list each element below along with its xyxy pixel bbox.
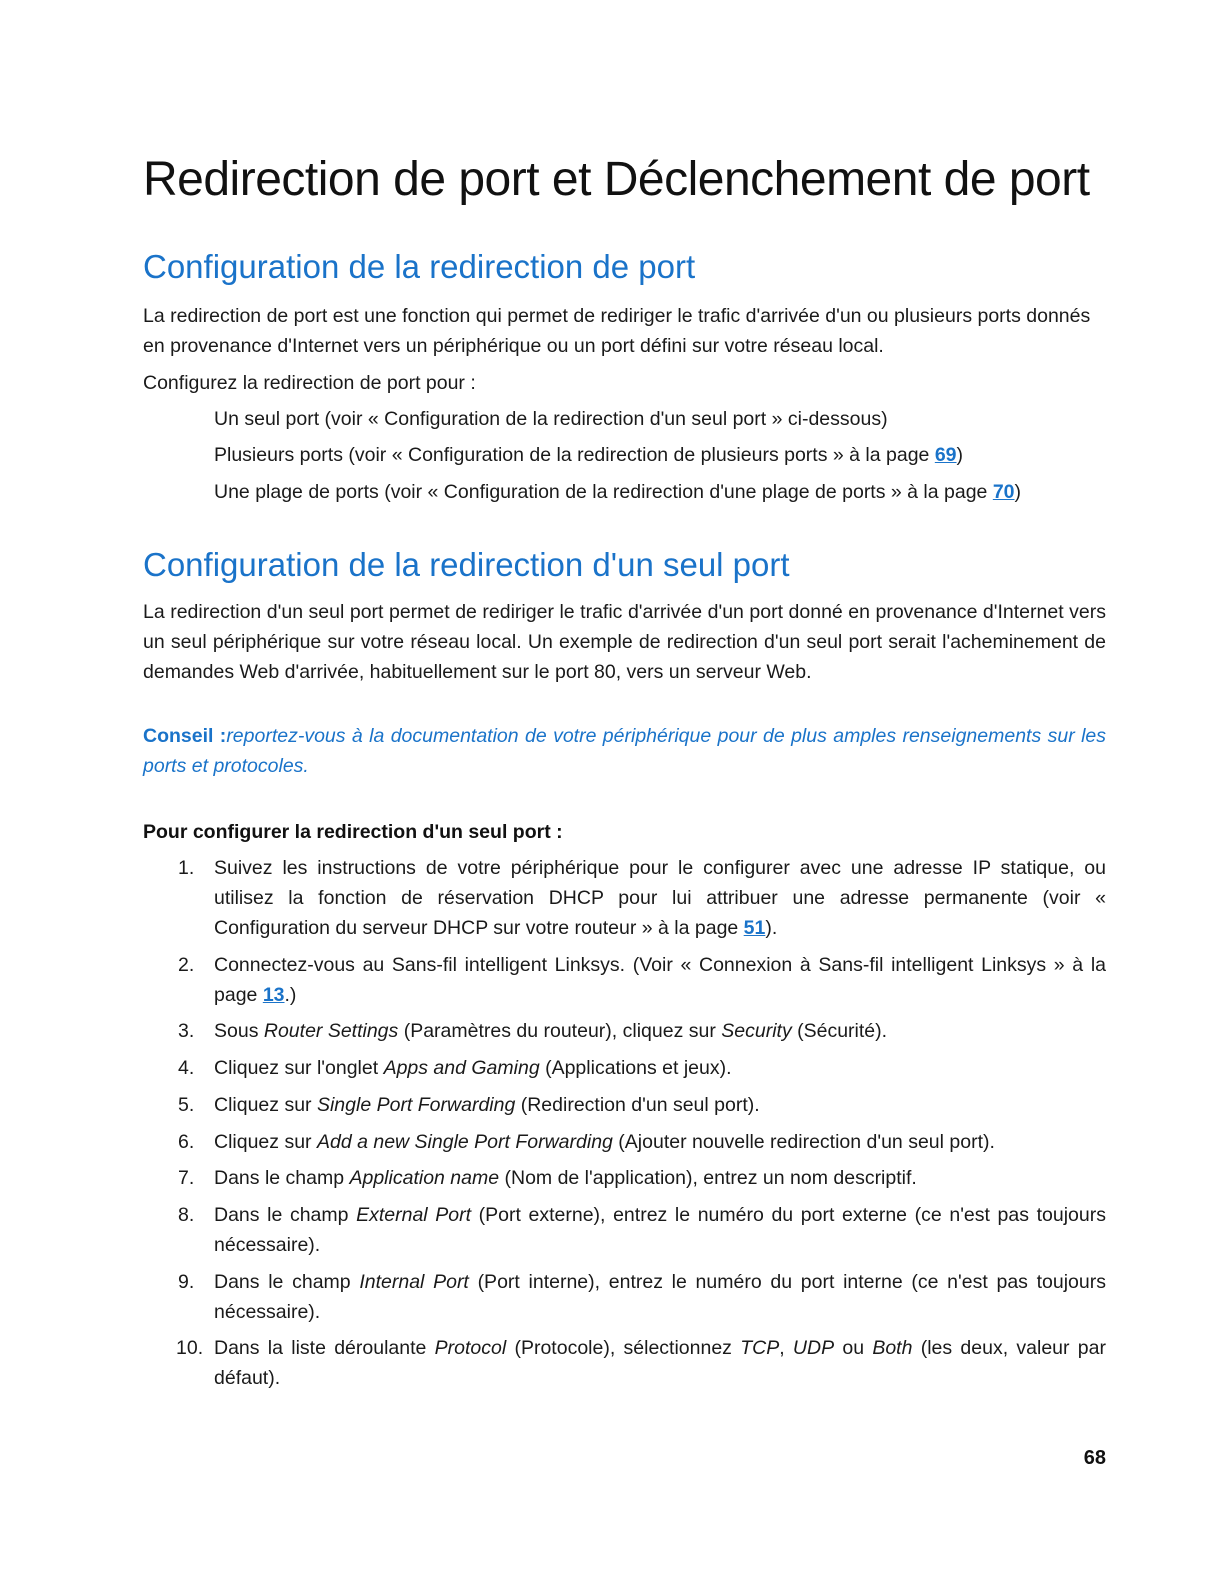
procedure-title: Pour configurer la redirection d'un seul port :	[143, 821, 563, 843]
page-link-51[interactable]: 51	[743, 917, 766, 939]
step-text: Cliquez sur Single Port Forwarding (Redirection d'un seul port).	[214, 1094, 760, 1116]
section-intro-paragraph: La redirection de port est une fonction qui permet de rediriger le trafic d'arrivée d'un ou plusieurs ports donnés en provenance d'Internet vers un périphérique ou un port défini sur votre réseau local.	[143, 305, 1091, 357]
single-port-intro-paragraph: La redirection d'un seul port permet de rediriger le trafic d'arrivée d'un port donné en provenance d'Internet vers un seul périphérique sur votre réseau local. Un exemple de redirection d'un seul port serait l'acheminement de demandes Web d'arrivée, habituellement sur le port 80, vers un serveur Web.	[143, 601, 1106, 683]
bullet-item-multiple-ports	[214, 440, 963, 470]
section-heading-port-forwarding: Configuration de la redirection de port	[143, 248, 696, 285]
tip-note	[143, 721, 1106, 781]
bullet-text: Un seul port (voir « Configuration de la redirection d'un seul port » ci-dessous)	[214, 408, 888, 430]
bullet-text: Une plage de ports (voir « Configuration de la redirection d'une plage de ports » à la page	[214, 481, 993, 503]
step-number: 5.	[178, 1094, 195, 1116]
step-text: Sous Router Settings (Paramètres du routeur), cliquez sur Security (Sécurité).	[214, 1020, 888, 1042]
bullet-suffix: )	[1014, 481, 1022, 503]
step-number: 9.	[178, 1271, 195, 1293]
bullet-suffix: )	[956, 444, 964, 466]
tip-text: reportez-vous à la documentation de votre périphérique pour de plus amples renseignements sur les ports et protocoles.	[143, 725, 1106, 777]
section-heading-single-port: Configuration de la redirection d'un seul port	[143, 546, 790, 583]
step-text: Suivez les instructions de votre périphérique pour le configurer avec une adresse IP statique, ou utilisez la fonction de réservation DHCP pour lui attribuer une adresse permanente (voir « Configuration du serveur DHCP sur votre routeur » à la page 51).	[214, 857, 1106, 939]
step-number: 8.	[178, 1204, 195, 1226]
page-link-13[interactable]: 13	[262, 984, 285, 1006]
step-text: Dans le champ Internal Port (Port interne), entrez le numéro du port interne (ce n'est pas toujours nécessaire).	[214, 1271, 1106, 1323]
step-text: Connectez-vous au Sans-fil intelligent Linksys. (Voir « Connexion à Sans-fil intelligent Linksys » à la page 13.)	[214, 954, 1106, 1006]
step-number: 6.	[178, 1131, 195, 1153]
document-page	[143, 0, 1106, 1585]
step-number: 2.	[178, 954, 195, 976]
step-number: 4.	[178, 1057, 195, 1079]
step-text: Cliquez sur Add a new Single Port Forwarding (Ajouter nouvelle redirection d'un seul port).	[214, 1131, 995, 1153]
bullet-item-port-range	[214, 477, 1021, 507]
step-number: 7.	[178, 1167, 195, 1189]
page-title: Redirection de port et Déclenchement de port	[143, 153, 1090, 206]
step-text: Dans la liste déroulante Protocol (Protocole), sélectionnez TCP, UDP ou Both (les deux, valeur par défaut).	[214, 1337, 1106, 1389]
page-number: 68	[1083, 1447, 1106, 1469]
step-number: 3.	[178, 1020, 195, 1042]
step-text: Dans le champ External Port (Port externe), entrez le numéro du port externe (ce n'est pas toujours nécessaire).	[214, 1204, 1106, 1256]
tip-label: Conseil :	[143, 725, 227, 747]
bullet-text: Plusieurs ports (voir « Configuration de la redirection de plusieurs ports » à la page	[214, 444, 935, 466]
bullet-item-single-port	[214, 404, 888, 434]
step-text: Cliquez sur l'onglet Apps and Gaming (Applications et jeux).	[214, 1057, 732, 1079]
configure-label: Configurez la redirection de port pour :	[143, 372, 476, 394]
step-text: Dans le champ Application name (Nom de l'application), entrez un nom descriptif.	[214, 1167, 917, 1189]
page-link-70[interactable]: 70	[992, 481, 1015, 503]
step-number: 10.	[176, 1337, 204, 1359]
step-number: 1.	[178, 857, 195, 879]
page-link-69[interactable]: 69	[934, 444, 957, 466]
